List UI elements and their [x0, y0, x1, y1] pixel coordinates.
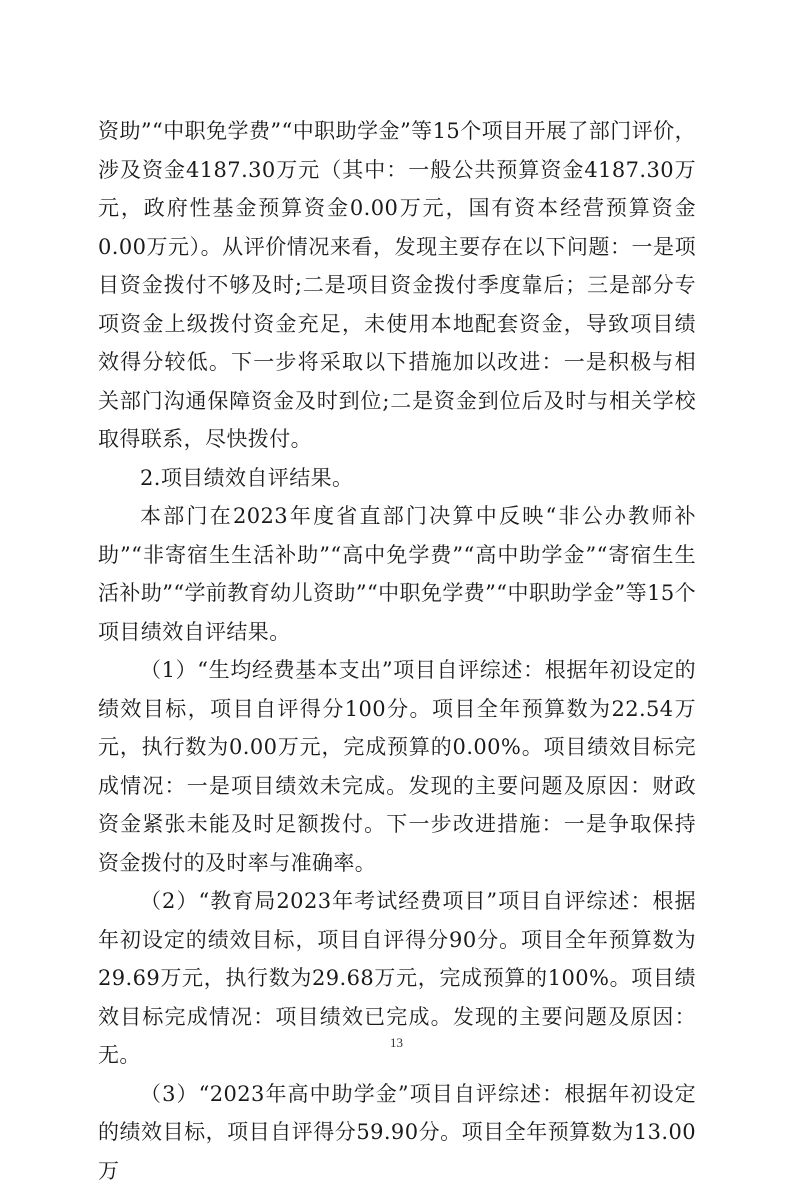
page-number: 13 — [0, 1035, 793, 1051]
section-heading: 2.项目绩效自评结果。 — [98, 459, 696, 498]
body-text — [98, 112, 696, 1190]
paragraph: （1）“生均经费基本支出”项目自评综述：根据年初设定的绩效目标，项目自评得分100分。项目全年预算数为22.54万元，执行数为0.00万元，完成预算的0.00%。项目绩效目标完成情况：一是项目绩效未完成。发现的主要问题及原因：财政资金紧张未能及时足额拨付。下一步改进措施：一是争取保持资金拨付的及时率与准确率。 — [98, 651, 696, 882]
paragraph: （3）“2023年高中助学金”项目自评综述：根据年初设定的绩效目标，项目自评得分59.90分。项目全年预算数为13.00万 — [98, 1075, 696, 1190]
paragraph: 本部门在2023年度省直部门决算中反映“非公办教师补助”“非寄宿生生活补助”“高中免学费”“高中助学金”“寄宿生生活补助”“学前教育幼儿资助”“中职免学费”“中职助学金”等15个项目绩效自评结果。 — [98, 497, 696, 651]
paragraph: （2）“教育局2023年考试经费项目”项目自评综述：根据年初设定的绩效目标，项目自评得分90分。项目全年预算数为29.69万元，执行数为29.68万元，完成预算的100%。项目绩效目标完成情况：项目绩效已完成。发现的主要问题及原因：无。 — [98, 882, 696, 1075]
paragraph: 资助”“中职免学费”“中职助学金”等15个项目开展了部门评价，涉及资金4187.30万元（其中：一般公共预算资金4187.30万元，政府性基金预算资金0.00万元，国有资本经营预算资金0.00万元）。从评价情况来看，发现主要存在以下问题：一是项目资金拨付不够及时;二是项目资金拨付季度靠后；三是部分专项资金上级拨付资金充足，未使用本地配套资金，导致项目绩效得分较低。下一步将采取以下措施加以改进：一是积极与相关部门沟通保障资金及时到位;二是资金到位后及时与相关学校取得联系，尽快拨付。 — [98, 112, 696, 459]
